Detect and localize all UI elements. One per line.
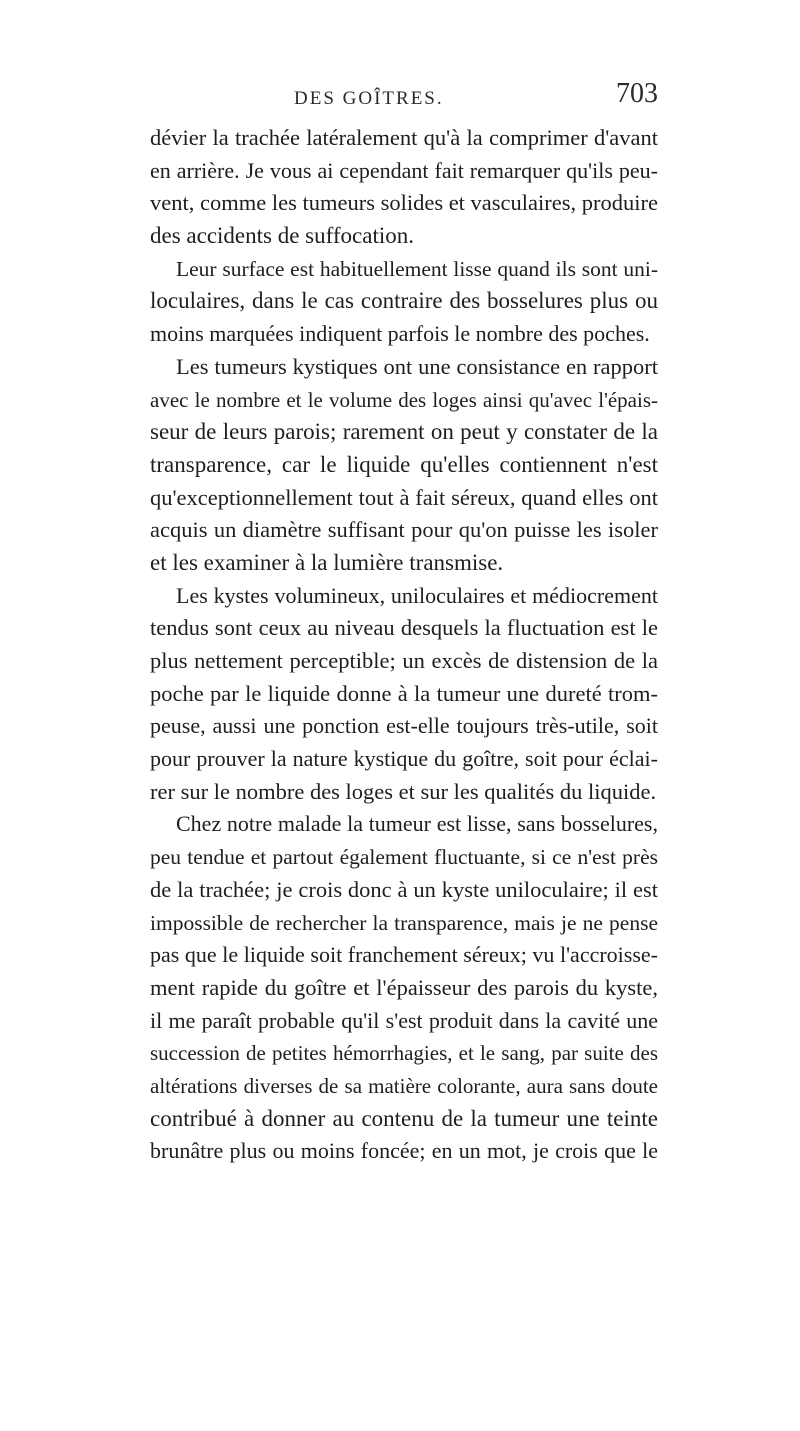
text-line: dévier la trachée latéralement qu'à la comprimer d'avant xyxy=(150,125,658,150)
text-line: vent, comme les tumeurs solides et vasculaires, produire xyxy=(150,190,658,216)
running-head xyxy=(150,78,658,118)
text-line: peuse, aussi une ponction est-elle toujours très-utile, soit xyxy=(150,713,658,739)
running-title: DES GOÎTRES. xyxy=(294,88,444,109)
text-line: impossible de rechercher la transparence, mais je ne pense xyxy=(150,910,658,935)
page-number: 703 xyxy=(616,78,658,109)
text-line: il me paraît probable qu'il s'est produit dans la cavité une xyxy=(150,1007,658,1033)
text-line: rer sur le nombre des loges et sur les qualités du liquide. xyxy=(150,778,657,804)
text-line: des accidents de suffocation. xyxy=(150,223,414,249)
text-line: altérations diverses de sa matière colorante, aura sans doute xyxy=(150,1073,658,1098)
text-line: seur de leurs parois; rarement on peut y constater de la xyxy=(150,419,658,445)
text-line: avec le nombre et le volume des loges ainsi qu'avec l'épais- xyxy=(150,387,658,412)
text-line: plus nettement perceptible; un excès de distension de la xyxy=(150,648,658,673)
text-line: et les examiner à la lumière transmise. xyxy=(150,549,504,575)
text-line: brunâtre plus ou moins foncée; en un mot, je crois que le xyxy=(150,1138,658,1164)
text-line: pas que le liquide soit franchement séreux; vu l'accroisse- xyxy=(150,942,658,968)
text-line: Les tumeurs kystiques ont une consistance en rapport xyxy=(176,353,658,379)
text-line: transparence, car le liquide qu'elles contiennent n'est xyxy=(150,451,658,477)
text-line: peu tendue et partout également fluctuante, si ce n'est près xyxy=(150,845,658,870)
body-text xyxy=(150,122,658,1168)
text-line: acquis un diamètre suffisant pour qu'on puisse les isoler xyxy=(150,517,658,543)
text-line: moins marquées indiquent parfois le nombre des poches. xyxy=(150,321,650,347)
text-line: en arrière. Je vous ai cependant fait remarquer qu'ils peu- xyxy=(150,157,658,183)
text-line: pour prouver la nature kystique du goître, soit pour éclai- xyxy=(150,746,658,772)
text-line: contribué à donner au contenu de la tumeur une teinte xyxy=(150,1105,658,1131)
text-line: qu'exceptionnellement tout à fait séreux, quand elles ont xyxy=(150,484,658,510)
text-line: de la trachée; je crois donc à un kyste uniloculaire; il est xyxy=(150,876,658,902)
text-line: loculaires, dans le cas contraire des bosselures plus ou xyxy=(150,288,658,314)
text-line: Chez notre malade la tumeur est lisse, sans bosselures, xyxy=(176,811,658,837)
text-line: Les kystes volumineux, uniloculaires et médiocrement xyxy=(176,582,658,608)
text-line: succession de petites hémorrhagies, et le sang, par suite des xyxy=(150,1041,658,1066)
text-line: ment rapide du goître et l'épaisseur des parois du kyste, xyxy=(150,974,658,1000)
text-line: Leur surface est habituellement lisse quand ils sont uni- xyxy=(176,256,658,281)
text-line: tendus sont ceux au niveau desquels la fluctuation est le xyxy=(150,615,658,641)
text-line: poche par le liquide donne à la tumeur une dureté trom- xyxy=(150,680,658,706)
